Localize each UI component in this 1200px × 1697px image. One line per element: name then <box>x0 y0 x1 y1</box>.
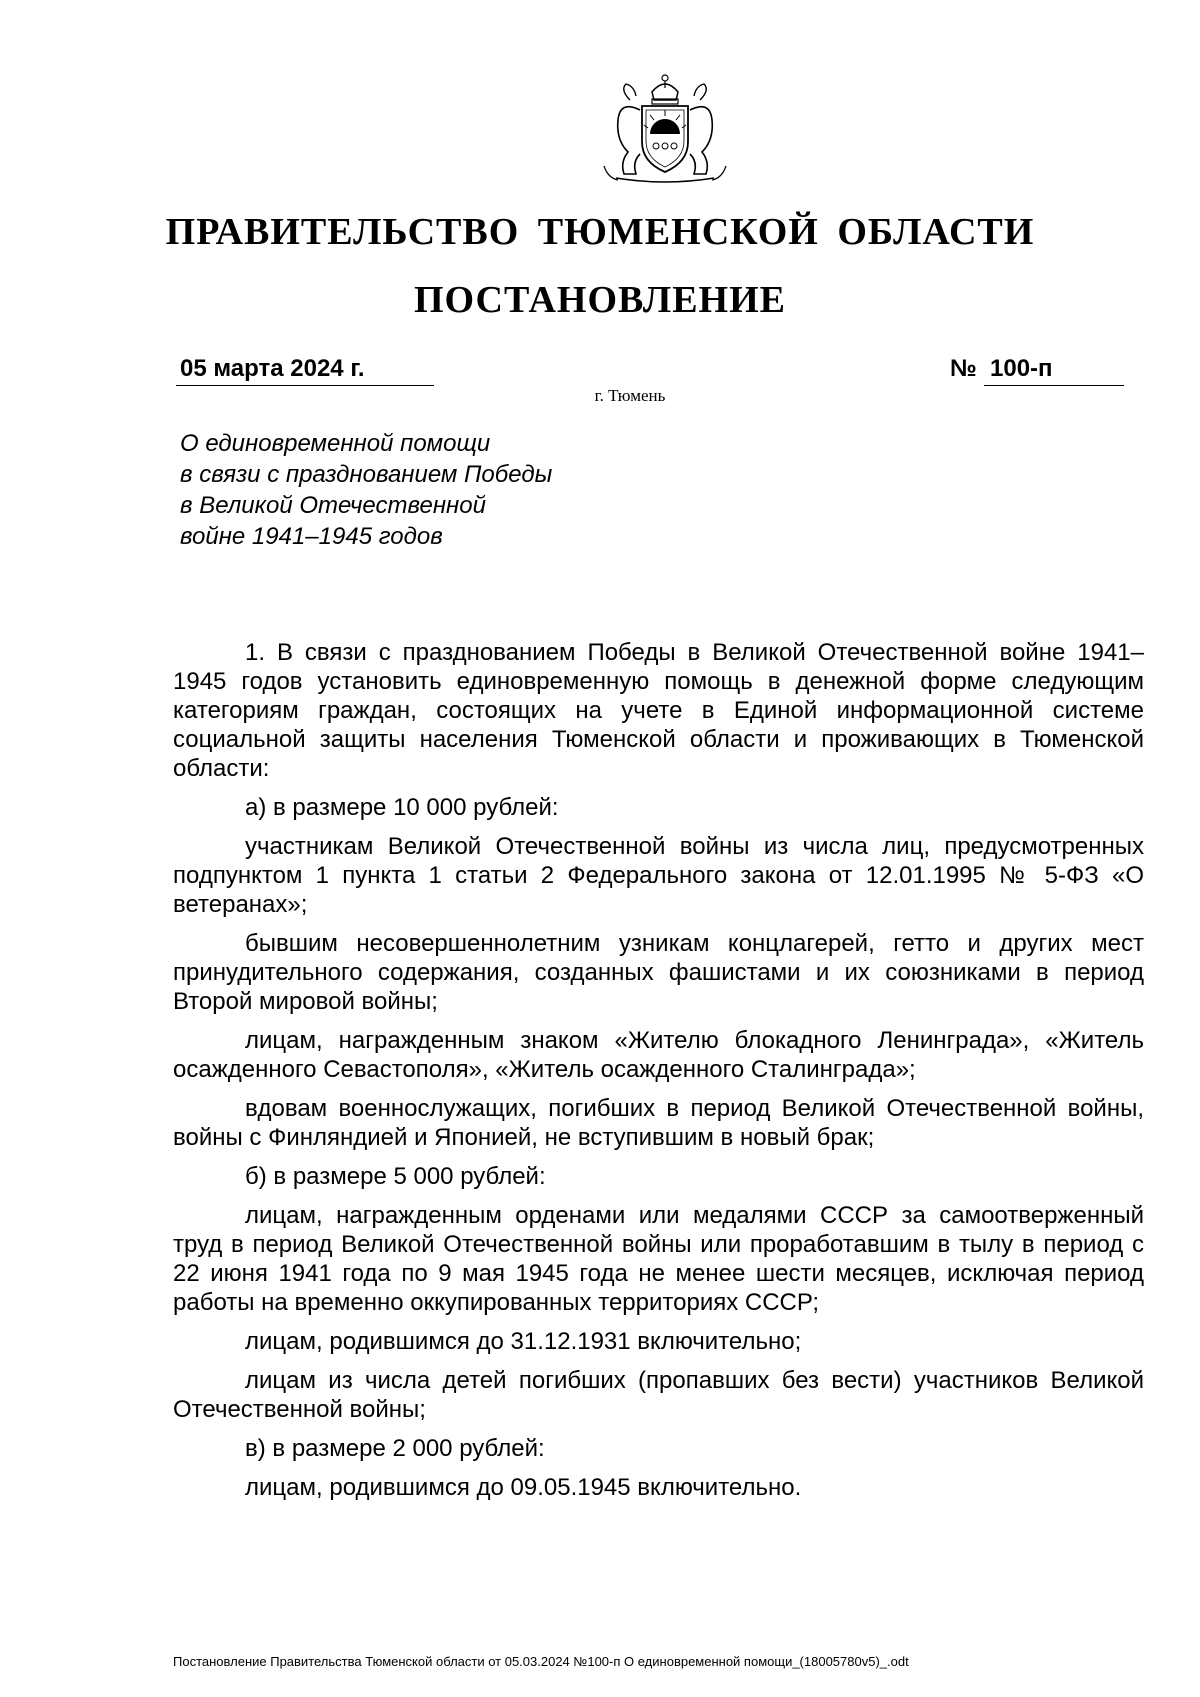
paragraph: в) в размере 2 000 рублей: <box>245 1435 545 1462</box>
document-body <box>173 638 1144 1512</box>
subject-line: в связи с празднованием Победы <box>180 461 553 488</box>
document-subject <box>180 428 680 552</box>
paragraph: участникам Великой Отечественной войны из числа лиц, предусмотренных подпунктом 1 пункта 1 статьи 2 Федерального закона от 12.01.1995 № 5-ФЗ «О ветеранах»; <box>173 833 1144 918</box>
subject-line: О единовременной помощи <box>180 430 491 457</box>
subject-line: в Великой Отечественной <box>180 492 486 519</box>
paragraph: лицам, награжденным знаком «Жителю блокадного Ленинграда», «Житель осажденного Севастополя», «Житель осажденного Сталинграда»; <box>173 1027 1144 1083</box>
document-date: 05 марта 2024 г. <box>176 355 434 386</box>
document-number-block <box>950 355 1130 386</box>
number-sign: № <box>950 355 977 382</box>
document-footer: Постановление Правительства Тюменской области от 05.03.2024 №100-п О единовременной помощи_(18005780v5)_.odt <box>173 1654 909 1669</box>
paragraph: лицам, награжденным орденами или медалями СССР за самоотверженный труд в период Великой Отечественной войны или проработавшим в тылу в период с 22 июня 1941 года по 9 мая 1945 года не менее шести месяцев, исключая период работы на временно оккупированных территориях СССР; <box>173 1202 1144 1316</box>
subject-line: войне 1941–1945 годов <box>180 523 443 550</box>
paragraph: бывшим несовершеннолетним узникам концлагерей, гетто и других мест принудительного содержания, созданных фашистами и их союзниками в период Второй мировой войны; <box>173 930 1144 1015</box>
organization-title: ПРАВИТЕЛЬСТВО ТЮМЕНСКОЙ ОБЛАСТИ <box>165 211 1035 253</box>
paragraph: б) в размере 5 000 рублей: <box>245 1163 546 1190</box>
document-city: г. Тюмень <box>594 386 666 405</box>
paragraph: лицам, родившимся до 09.05.1945 включительно. <box>245 1474 802 1501</box>
paragraph: лицам, родившимся до 31.12.1931 включительно; <box>245 1328 802 1355</box>
coat-of-arms-icon <box>590 70 740 190</box>
paragraph: а) в размере 10 000 рублей: <box>245 794 559 821</box>
paragraph: 1. В связи с празднованием Победы в Великой Отечественной войне 1941–1945 годов установить единовременную помощь в денежной форме следующим категориям граждан, состоящих на учете в Единой информационной системе социальной защиты населения Тюменской области и проживающих в Тюменской области: <box>173 639 1144 782</box>
document-type-title: ПОСТАНОВЛЕНИЕ <box>413 279 787 321</box>
document-number: 100-п <box>984 355 1124 386</box>
paragraph: вдовам военнослужащих, погибших в период Великой Отечественной войны, войны с Финляндией и Японией, не вступившим в новый брак; <box>173 1095 1144 1151</box>
paragraph: лицам из числа детей погибших (пропавших без вести) участников Великой Отечественной войны; <box>173 1367 1144 1423</box>
